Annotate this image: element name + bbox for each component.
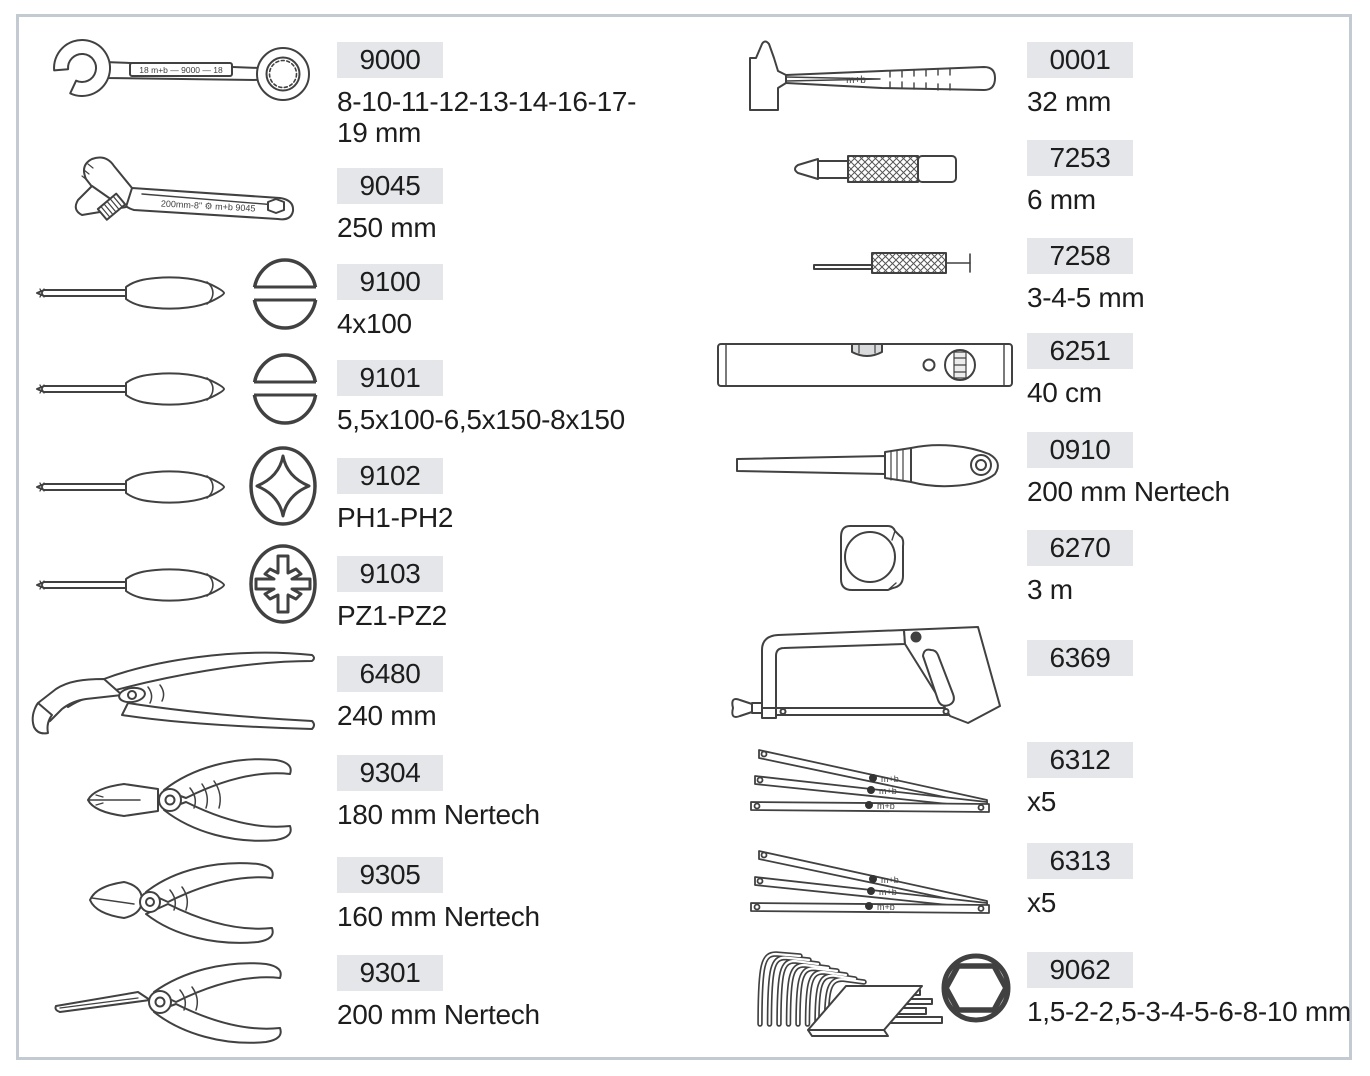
spirit-level-illustration [716, 340, 1014, 390]
item-6369 [1027, 640, 1133, 684]
part-spec: 200 mm Nertech [337, 999, 540, 1030]
part-code-badge: 9103 [337, 556, 443, 592]
slotted-tip-icon [250, 352, 320, 426]
combination-pliers-illustration [78, 748, 306, 852]
part-spec: 6 mm [1027, 184, 1096, 215]
part-spec: 240 mm [337, 700, 437, 731]
hammer-illustration [732, 38, 1004, 120]
adjustable-wrench-illustration [58, 152, 303, 244]
part-code-badge: 9045 [337, 168, 443, 204]
hex-socket-icon [940, 952, 1012, 1024]
part-spec: x5 [1027, 786, 1056, 817]
slotted-tip-icon [250, 257, 320, 331]
item-0910 [1027, 432, 1230, 507]
adjustable-wrench-label: 200mm-8" ⚙ m+b 9045 [160, 198, 256, 214]
water-pump-pliers-illustration [28, 645, 318, 747]
long-nose-pliers-illustration [52, 950, 307, 1052]
blade-logo-label: m+b [879, 887, 897, 897]
part-code-badge: 9062 [1027, 952, 1133, 988]
part-code-badge: 6313 [1027, 843, 1133, 879]
file-illustration [735, 438, 1007, 494]
part-code-badge: 6480 [337, 656, 443, 692]
part-spec: 8-10-11-12-13-14-16-17-19 mm [337, 86, 637, 149]
part-code-badge: 9301 [337, 955, 443, 991]
item-9301 [337, 955, 540, 1030]
part-spec: 250 mm [337, 212, 437, 243]
part-code-badge: 6270 [1027, 530, 1133, 566]
part-code-badge: 9101 [337, 360, 443, 396]
screwdriver-illustration [34, 270, 240, 316]
diagonal-cutters-illustration [82, 852, 287, 950]
item-7258 [1027, 238, 1144, 313]
part-code-badge: 9100 [337, 264, 443, 300]
part-spec: 180 mm Nertech [337, 799, 540, 830]
item-6270 [1027, 530, 1133, 605]
part-code-badge: 7258 [1027, 238, 1133, 274]
combination-wrench-illustration [52, 32, 317, 120]
part-code-badge: 9304 [337, 755, 443, 791]
wrench-band-label: 18 m+b — 9000 — 18 [139, 65, 223, 75]
item-6313 [1027, 843, 1133, 918]
hex-key-set-illustration [742, 946, 947, 1048]
item-9100 [337, 264, 443, 339]
blade-logo-label: m+b [879, 786, 897, 796]
part-spec: 4x100 [337, 308, 412, 339]
item-9102 [337, 458, 453, 533]
center-punch-illustration [788, 148, 973, 190]
tape-measure-illustration [838, 524, 908, 596]
pin-punch-illustration [812, 246, 980, 282]
item-6312 [1027, 742, 1133, 817]
part-spec: 40 cm [1027, 377, 1102, 408]
part-spec: 3 m [1027, 574, 1073, 605]
saw-blades-illustration [745, 744, 997, 826]
part-spec: PH1-PH2 [337, 502, 454, 533]
part-code-badge: 9305 [337, 857, 443, 893]
screwdriver-illustration [34, 562, 240, 608]
part-spec: PZ1-PZ2 [337, 600, 447, 631]
blade-logo-label: m+b [877, 902, 895, 912]
part-code-badge: 0910 [1027, 432, 1133, 468]
item-9305 [337, 857, 540, 932]
part-code-badge: 6369 [1027, 640, 1133, 676]
part-code-badge: 9000 [337, 42, 443, 78]
screwdriver-illustration [34, 366, 240, 412]
part-code-badge: 7253 [1027, 140, 1133, 176]
part-spec: 32 mm [1027, 86, 1112, 117]
part-spec: x5 [1027, 887, 1056, 918]
item-0001 [1027, 42, 1133, 117]
screwdriver-illustration [34, 464, 240, 510]
phillips-tip-icon [246, 444, 320, 528]
part-code-badge: 9102 [337, 458, 443, 494]
part-code-badge: 6312 [1027, 742, 1133, 778]
hacksaw-illustration [726, 620, 1018, 734]
part-code-badge: 0001 [1027, 42, 1133, 78]
item-9000 [337, 42, 659, 149]
item-9062 [1027, 952, 1351, 1027]
part-spec: 3-4-5 mm [1027, 282, 1145, 313]
part-spec: 200 mm Nertech [1027, 476, 1230, 507]
blade-logo-label: m+b [877, 801, 895, 811]
saw-blades-illustration [745, 845, 997, 927]
part-spec: 160 mm Nertech [337, 901, 540, 932]
part-spec: 1,5-2-2,5-3-4-5-6-8-10 mm [1027, 996, 1351, 1027]
item-9101 [337, 360, 625, 435]
item-9045 [337, 168, 443, 243]
item-6251 [1027, 333, 1133, 408]
blade-logo-label: m+b [881, 774, 899, 784]
part-code-badge: 6251 [1027, 333, 1133, 369]
item-6480 [337, 656, 443, 731]
item-7253 [1027, 140, 1133, 215]
item-9304 [337, 755, 540, 830]
hammer-logo-label: m+b [846, 75, 866, 86]
part-spec: 5,5x100-6,5x150-8x150 [337, 404, 625, 435]
pozidriv-tip-icon [246, 542, 320, 626]
blade-logo-label: m+b [881, 875, 899, 885]
item-9103 [337, 556, 447, 631]
